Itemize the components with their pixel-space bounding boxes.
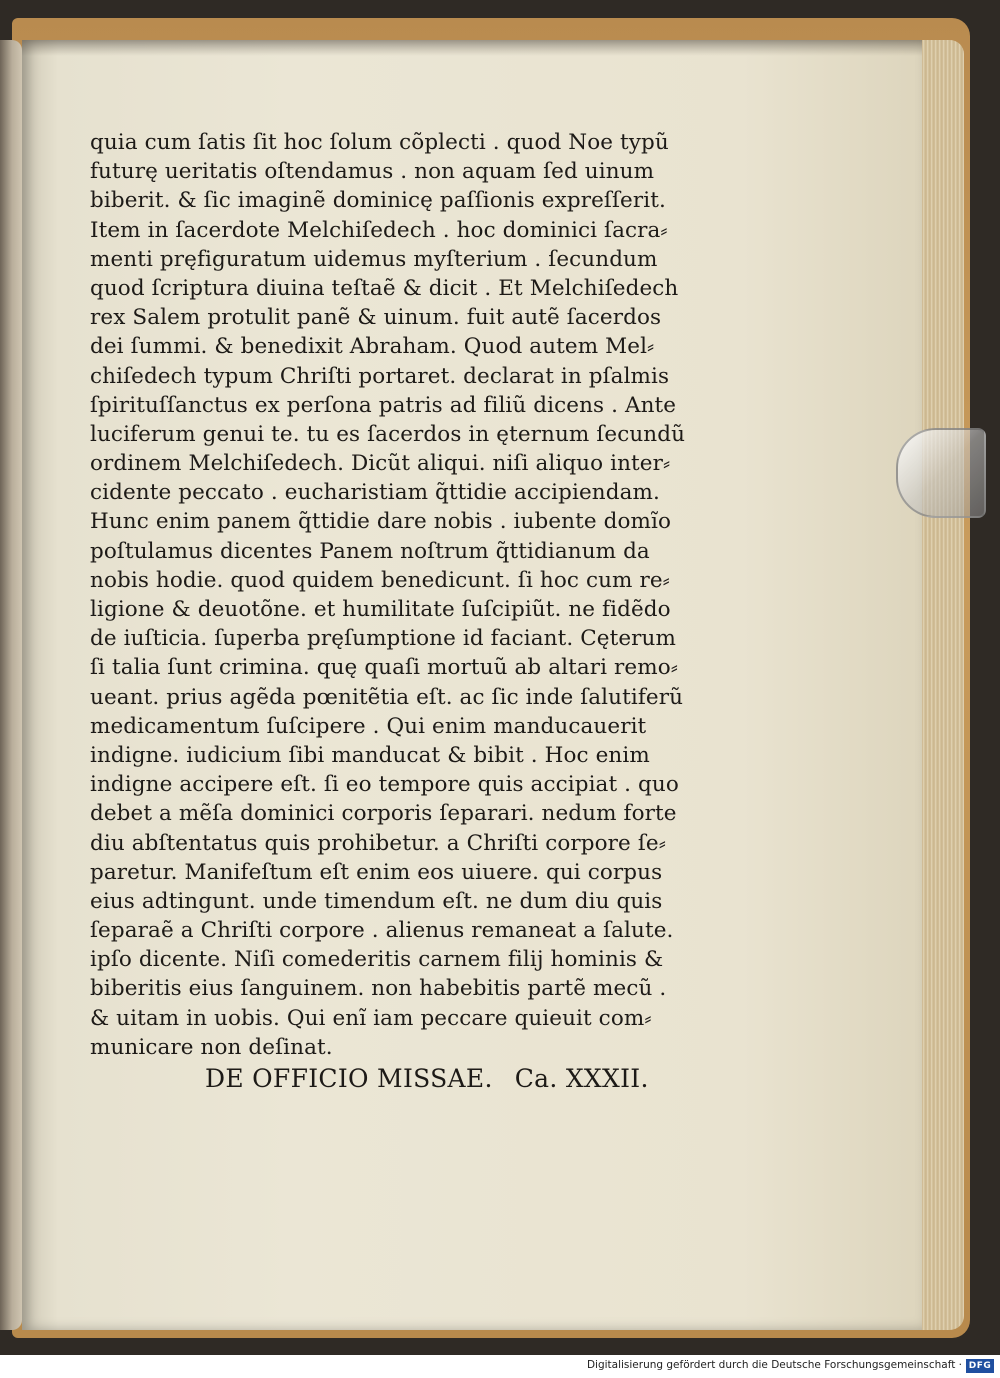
- verso-page-edge: [0, 40, 22, 1330]
- dfg-logo: DFG: [966, 1359, 994, 1373]
- text-line: & uitam in uobis. Qui enĩ iam peccare quieuit com⸗: [90, 1005, 652, 1031]
- funding-credit: Digitalisierung gefördert durch die Deutsche Forschungsgemeinschaft ·: [586, 1359, 962, 1371]
- text-line: ſi talia ſunt crimina. quę quaſi mortuũ ab altari remo⸗: [90, 655, 679, 681]
- text-line: chiſedech typum Chriſti portaret. declarat in pſalmis: [90, 363, 670, 389]
- text-line: luciferum genui te. tu es ſacerdos in ęternum ſecundũ: [90, 421, 686, 447]
- body-text: [90, 128, 720, 1062]
- text-line: eius adtingunt. unde timendum eſt. ne dum diu quis: [90, 888, 663, 914]
- chapter-title: DE OFFICIO MISSAE.: [205, 1064, 493, 1093]
- text-line: medicamentum ſuſcipere . Qui enim manducauerit: [90, 713, 647, 739]
- text-line: indigne. iudicium ſibi manducat & bibit . Hoc enim: [90, 742, 650, 768]
- text-line: dei ſummi. & benedixit Abraham. Quod autem Mel⸗: [90, 334, 655, 360]
- text-line: nobis hodie. quod quidem benedicunt. ſi hoc cum re⸗: [90, 567, 670, 593]
- text-line: indigne accipere eſt. ſi eo tempore quis accipiat . quo: [90, 772, 679, 798]
- text-line: menti pręfiguratum uidemus myſterium . ſecundum: [90, 246, 658, 272]
- text-line: quia cum ſatis ſit hoc ſolum cõplecti . quod Noe typũ: [90, 130, 669, 155]
- text-line: biberit. & ſic imaginẽ dominicę paſſionis expreſſerit.: [90, 188, 666, 214]
- text-line: paretur. Manifeſtum eſt enim eos uiuere. qui corpus: [90, 859, 663, 885]
- text-line: ſeparaẽ a Chriſti corpore . alienus remaneat a ſalute.: [90, 918, 674, 944]
- text-line: de iuſticia. ſuperba pręſumptione id faciant. Cęterum: [90, 626, 676, 652]
- text-line: rex Salem protulit panẽ & uinum. fuit autẽ ſacerdos: [90, 305, 662, 331]
- text-line: municare non deſinat.: [90, 1034, 333, 1060]
- text-line: ligione & deuotõne. et humilitate ſuſcipiũt. ne fidẽdo: [90, 597, 671, 622]
- text-line: ipſo dicente. Niſi comederitis carnem filij hominis &: [90, 947, 664, 973]
- text-line: ueant. prius agẽda pœnitẽtia eſt. ac ſic inde ſalutiferũ: [90, 684, 684, 710]
- chapter-heading: [205, 1064, 725, 1093]
- text-line: Hunc enim panem q̃ttidie dare nobis . iubente domĩo: [90, 509, 672, 535]
- text-line: ſpirituſſanctus ex perſona patris ad filiũ dicens . Ante: [90, 392, 677, 418]
- text-line: quod ſcriptura diuina teſtaẽ & dicit . Et Melchiſedech: [90, 275, 679, 301]
- text-line: debet a mẽſa dominici corporis ſeparari. nedum forte: [90, 801, 677, 827]
- page-edges: [920, 40, 964, 1330]
- chapter-number: Ca. XXXII.: [514, 1064, 649, 1093]
- page-clip: [896, 428, 986, 518]
- text-line: ordinem Melchiſedech. Dicũt aliqui. niſi aliquo inter⸗: [90, 451, 671, 477]
- text-line: biberitis eius ſanguinem. non habebitis partẽ mecũ .: [90, 976, 667, 1002]
- text-line: Item in ſacerdote Melchiſedech . hoc dominici ſacra⸗: [90, 217, 668, 243]
- text-line: diu abſtentatus quis prohibetur. a Chriſti corpore ſe⸗: [90, 830, 666, 856]
- text-line: cidente peccato . eucharistiam q̃ttidie accipiendam.: [90, 480, 660, 506]
- text-line: poſtulamus dicentes Panem noſtrum q̃ttidianum da: [90, 538, 650, 564]
- text-line: futurę ueritatis oſtendamus . non aquam ſed uinum: [90, 159, 655, 185]
- page-shadow: [22, 40, 922, 56]
